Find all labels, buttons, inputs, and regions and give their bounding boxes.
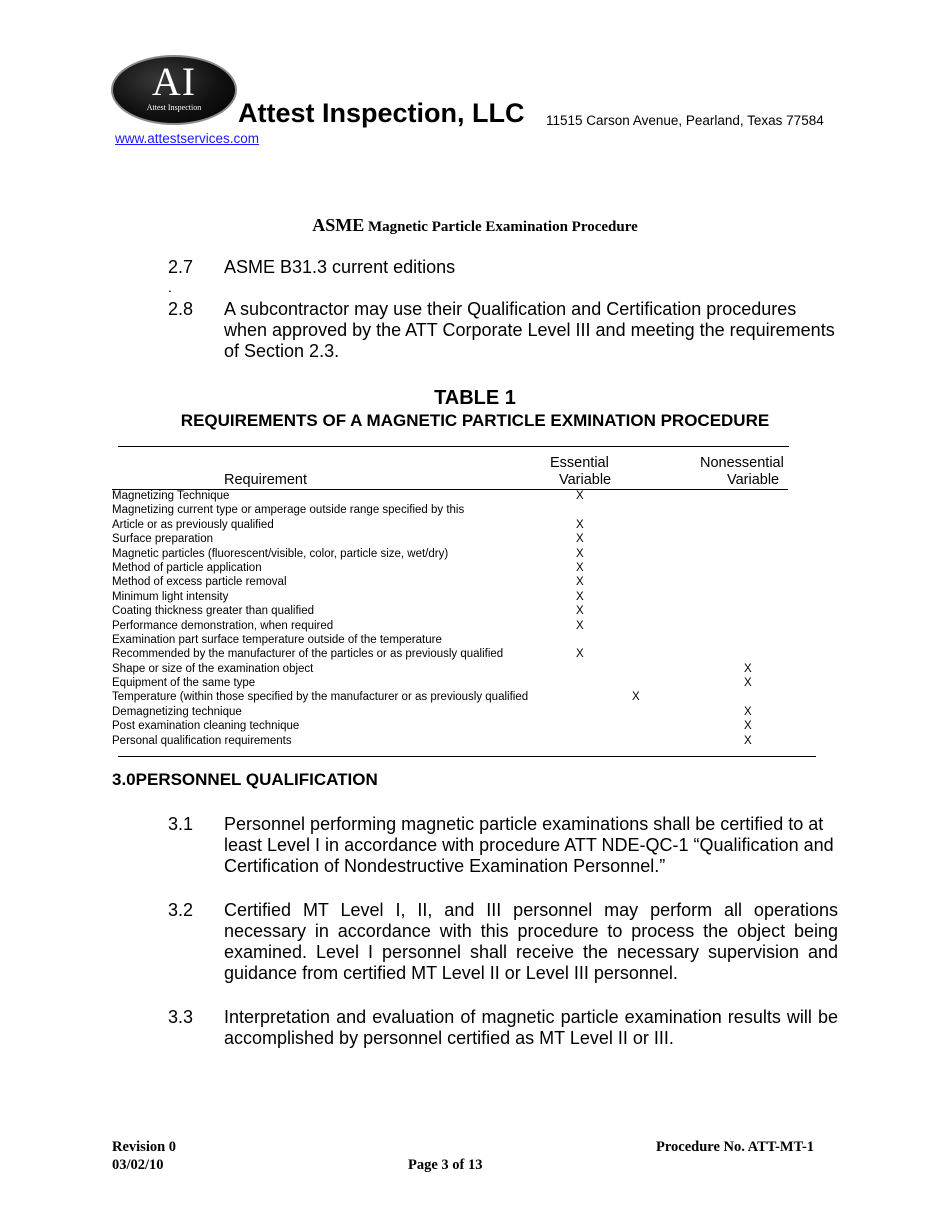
requirement-cell: Post examination cleaning technique bbox=[112, 720, 300, 733]
table-row bbox=[112, 590, 812, 604]
col-header-nonessential: Nonessential bbox=[700, 455, 784, 471]
table-row bbox=[112, 690, 812, 704]
item-text: A subcontractor may use their Qualification and Certification procedures when approved by the ATT Corporate Level III and meeting the requirements of Section 2.3. bbox=[224, 299, 835, 361]
col-header-nonessential-variable: Variable bbox=[727, 472, 780, 488]
essential-variable-mark: X bbox=[576, 648, 584, 661]
requirement-cell: Demagnetizing technique bbox=[112, 705, 242, 718]
table-row bbox=[112, 518, 812, 532]
essential-variable-mark: X bbox=[576, 547, 584, 560]
footer-procedure-number: Procedure No. ATT-MT-1 bbox=[656, 1139, 815, 1155]
requirement-cell: Equipment of the same type bbox=[112, 677, 256, 690]
table-row bbox=[112, 734, 812, 748]
doc-title-prefix: ASME bbox=[312, 215, 365, 235]
footer-revision: Revision 0 bbox=[112, 1139, 177, 1155]
item-text: Personnel performing magnetic particle examinations shall be certified to at least Level I in accordance with procedure ATT NDE-QC-1 “Qualification and Certification of Nondestructive Examination Personnel.” bbox=[224, 814, 834, 876]
section-number: 3.0 bbox=[112, 770, 136, 789]
section-heading bbox=[112, 770, 378, 790]
essential-variable-mark: X bbox=[576, 533, 584, 546]
requirement-cell: Magnetizing Technique bbox=[112, 490, 230, 502]
table-title: TABLE 1 bbox=[434, 387, 516, 409]
table-row bbox=[112, 719, 812, 733]
table-row bbox=[112, 705, 812, 719]
item-number: 2.7 bbox=[168, 257, 194, 277]
requirement-cell: Magnetic particles (fluorescent/visible, color, particle size, wet/dry) bbox=[112, 547, 449, 560]
section-title: PERSONNEL QUALIFICATION bbox=[135, 770, 378, 789]
item-text: ASME B31.3 current editions bbox=[224, 257, 456, 277]
table-row bbox=[112, 662, 812, 676]
item-number: . bbox=[168, 279, 172, 295]
requirement-cell: Minimum light intensity bbox=[112, 590, 229, 603]
nonessential-variable-mark: X bbox=[744, 720, 752, 733]
nonessential-variable-mark: X bbox=[744, 662, 752, 675]
col-header-requirement: Requirement bbox=[224, 472, 308, 488]
website-link[interactable]: www.attestservices.com bbox=[115, 131, 260, 146]
item-number: 3.3 bbox=[168, 1007, 194, 1027]
requirement-cell: Personal qualification requirements bbox=[112, 734, 292, 747]
essential-variable-mark: X bbox=[576, 561, 584, 574]
table-top-rule bbox=[118, 446, 789, 447]
logo-subtext: Attest Inspection bbox=[146, 103, 202, 112]
nonessential-variable-mark: X bbox=[744, 734, 752, 747]
table-row bbox=[112, 503, 812, 517]
table-row bbox=[112, 619, 812, 633]
requirement-cell: Shape or size of the examination object bbox=[112, 662, 314, 675]
requirement-cell: Article or as previously qualified bbox=[112, 518, 274, 531]
logo-monogram: AI bbox=[151, 59, 197, 104]
requirement-cell: Performance demonstration, when required bbox=[112, 619, 334, 632]
essential-variable-mark: X bbox=[576, 590, 584, 603]
requirement-cell: Method of excess particle removal bbox=[112, 576, 287, 589]
table-subtitle: REQUIREMENTS OF A MAGNETIC PARTICLE EXMINATION PROCEDURE bbox=[180, 411, 770, 430]
footer-date: 03/02/10 bbox=[112, 1157, 164, 1173]
requirement-cell: Magnetizing current type or amperage outside range specified by this bbox=[112, 504, 465, 517]
col-header-essential-variable: Variable bbox=[559, 472, 612, 488]
requirement-cell: Surface preparation bbox=[112, 533, 214, 546]
item-number: 3.1 bbox=[168, 814, 194, 834]
document-title bbox=[0, 215, 950, 236]
essential-variable-mark: X bbox=[576, 490, 584, 502]
nonessential-variable-mark: X bbox=[744, 677, 752, 690]
essential-variable-mark: X bbox=[576, 619, 584, 632]
requirement-cell: Method of particle application bbox=[112, 561, 262, 574]
essential-variable-mark: X bbox=[576, 576, 584, 589]
doc-title-rest: Magnetic Particle Examination Procedure bbox=[367, 219, 638, 235]
footer-page-number: Page 3 of 13 bbox=[408, 1157, 483, 1173]
table-row bbox=[112, 547, 812, 561]
company-address: 11515 Carson Avenue, Pearland, Texas 77584 bbox=[546, 113, 824, 128]
nonessential-variable-mark: X bbox=[744, 705, 752, 718]
table-row bbox=[112, 561, 812, 575]
table-row bbox=[112, 532, 812, 546]
essential-variable-mark: X bbox=[576, 605, 584, 618]
table-bottom-rule bbox=[118, 756, 816, 757]
requirement-cell: Temperature (within those specified by the manufacturer or as previously qualified bbox=[112, 691, 529, 704]
requirement-cell: Recommended by the manufacturer of the particles or as previously qualified bbox=[112, 648, 504, 661]
variable-mark-misaligned: X bbox=[632, 691, 640, 704]
table-row bbox=[112, 647, 812, 661]
table-row bbox=[112, 604, 812, 618]
table-row bbox=[112, 575, 812, 589]
item-text: Interpretation and evaluation of magnetic particle examination results will be accomplished by personnel certified as MT Level II or III. bbox=[224, 1007, 838, 1048]
requirement-cell: Coating thickness greater than qualified bbox=[112, 605, 315, 618]
table-row bbox=[112, 633, 812, 647]
requirement-cell: Examination part surface temperature outside of the temperature bbox=[112, 633, 442, 646]
item-text: Certified MT Level I, II, and III personnel may perform all operations necessary in accordance with this procedure to process the object being examined. Level I personnel shall receive the necessary supervision and guidance from certified MT Level II or Level III personnel. bbox=[224, 900, 838, 983]
company-name: Attest Inspection, LLC bbox=[238, 98, 525, 128]
col-header-essential: Essential bbox=[550, 455, 609, 471]
item-number: 2.8 bbox=[168, 299, 194, 319]
table-body bbox=[112, 489, 812, 748]
company-logo bbox=[111, 55, 237, 125]
table-row bbox=[112, 489, 812, 503]
item-number: 3.2 bbox=[168, 900, 194, 920]
table-row bbox=[112, 676, 812, 690]
essential-variable-mark: X bbox=[576, 518, 584, 531]
